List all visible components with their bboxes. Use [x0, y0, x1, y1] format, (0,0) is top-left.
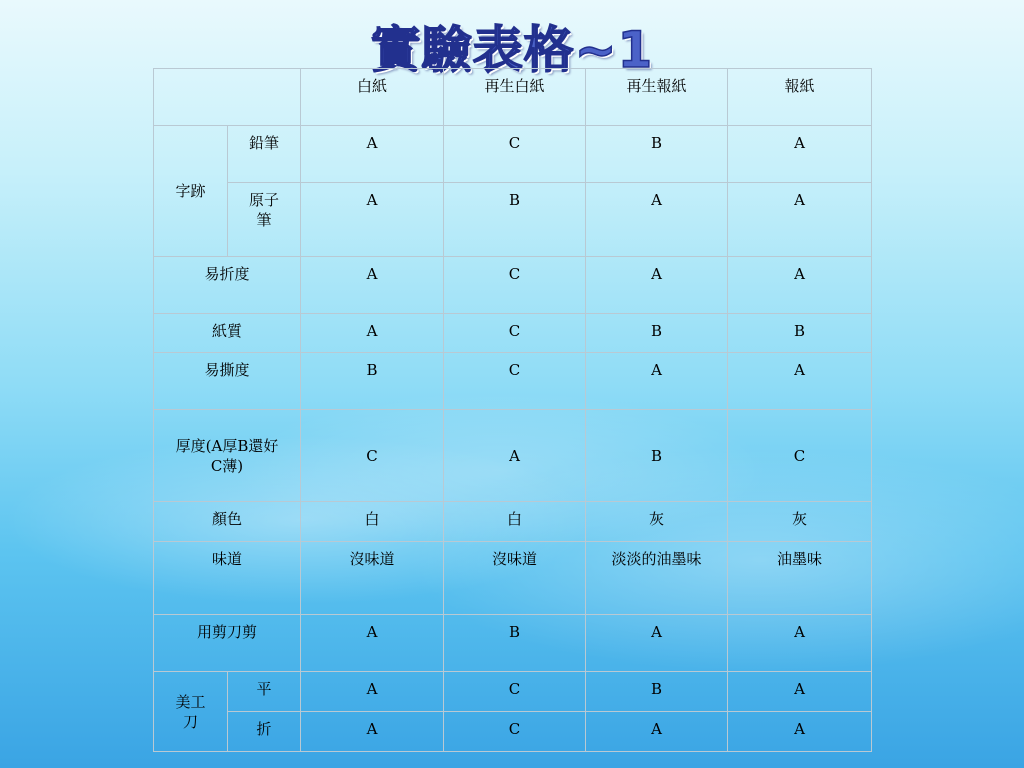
table-row	[154, 672, 872, 712]
table-cell: C	[444, 712, 586, 752]
table-cell: A	[301, 314, 444, 353]
table-cell: 沒味道	[444, 542, 586, 615]
table-cell: B	[444, 615, 586, 672]
row-label-tear: 易撕度	[154, 353, 301, 410]
table-cell: A	[728, 353, 872, 410]
experiment-table	[153, 68, 872, 752]
table-cell: C	[444, 257, 586, 314]
table-cell: 白	[301, 502, 444, 542]
table-cell: B	[444, 183, 586, 257]
row-label-pen	[228, 183, 301, 257]
row-group-label-handwriting: 字跡	[154, 126, 228, 257]
table-row	[154, 257, 872, 314]
row-label-thickness-line1: 厚度(A厚B還好	[175, 436, 279, 455]
table-cell: A	[586, 353, 728, 410]
table-cell: A	[586, 183, 728, 257]
header-col-white-paper: 白紙	[301, 69, 444, 126]
row-label-thickness	[154, 410, 301, 502]
row-label-pen-line2: 筆	[256, 211, 272, 229]
table-cell: C	[444, 672, 586, 712]
table-row	[154, 712, 872, 752]
table-cell: A	[301, 183, 444, 257]
row-label-pen-line1: 原子	[248, 191, 279, 209]
table-cell: A	[728, 126, 872, 183]
table-cell: A	[586, 615, 728, 672]
table-row	[154, 542, 872, 615]
table-cell: A	[586, 257, 728, 314]
row-label-cutter-flat: 平	[228, 672, 301, 712]
table-cell: A	[301, 712, 444, 752]
table-row	[154, 410, 872, 502]
table-cell: C	[444, 353, 586, 410]
table-row	[154, 615, 872, 672]
table-cell: 灰	[728, 502, 872, 542]
row-label-cutter-fold: 折	[228, 712, 301, 752]
table-cell: A	[728, 615, 872, 672]
row-label-fold: 易折度	[154, 257, 301, 314]
table-cell: A	[728, 257, 872, 314]
table-row	[154, 314, 872, 353]
table-row	[154, 183, 872, 257]
row-group-label-cutter	[154, 672, 228, 752]
row-label-scissors: 用剪刀剪	[154, 615, 301, 672]
table-cell: A	[444, 410, 586, 502]
header-blank-cell	[154, 69, 301, 126]
table-cell: A	[728, 183, 872, 257]
table-cell: C	[444, 314, 586, 353]
table-cell: 白	[444, 502, 586, 542]
row-label-color: 顏色	[154, 502, 301, 542]
table-row	[154, 353, 872, 410]
header-col-recycled-white-paper: 再生白紙	[444, 69, 586, 126]
table-cell: 灰	[586, 502, 728, 542]
table-cell: C	[301, 410, 444, 502]
table-cell: 淡淡的油墨味	[586, 542, 728, 615]
table-row	[154, 502, 872, 542]
table-cell: A	[728, 672, 872, 712]
table-cell: B	[586, 314, 728, 353]
header-col-newspaper: 報紙	[728, 69, 872, 126]
table-cell: A	[301, 257, 444, 314]
table-cell: C	[444, 126, 586, 183]
table-header-row	[154, 69, 872, 126]
table-cell: C	[728, 410, 872, 502]
table-cell: B	[586, 410, 728, 502]
slide-title: 實驗表格~1	[370, 21, 654, 79]
table-cell: B	[301, 353, 444, 410]
row-group-label-cutter-line1: 美工	[175, 692, 206, 711]
row-label-pencil: 鉛筆	[228, 126, 301, 183]
row-group-label-cutter-line2: 刀	[182, 712, 198, 731]
table-cell: B	[586, 672, 728, 712]
table-cell: B	[586, 126, 728, 183]
table-cell: A	[301, 615, 444, 672]
table-cell: A	[586, 712, 728, 752]
table-cell: A	[301, 672, 444, 712]
table-cell: 沒味道	[301, 542, 444, 615]
row-label-thickness-line2: C薄)	[210, 456, 244, 475]
table-cell: B	[728, 314, 872, 353]
table-row	[154, 126, 872, 183]
row-label-smell: 味道	[154, 542, 301, 615]
header-col-recycled-newspaper: 再生報紙	[586, 69, 728, 126]
table-cell: A	[728, 712, 872, 752]
row-label-texture: 紙質	[154, 314, 301, 353]
table-cell: A	[301, 126, 444, 183]
table-cell: 油墨味	[728, 542, 872, 615]
